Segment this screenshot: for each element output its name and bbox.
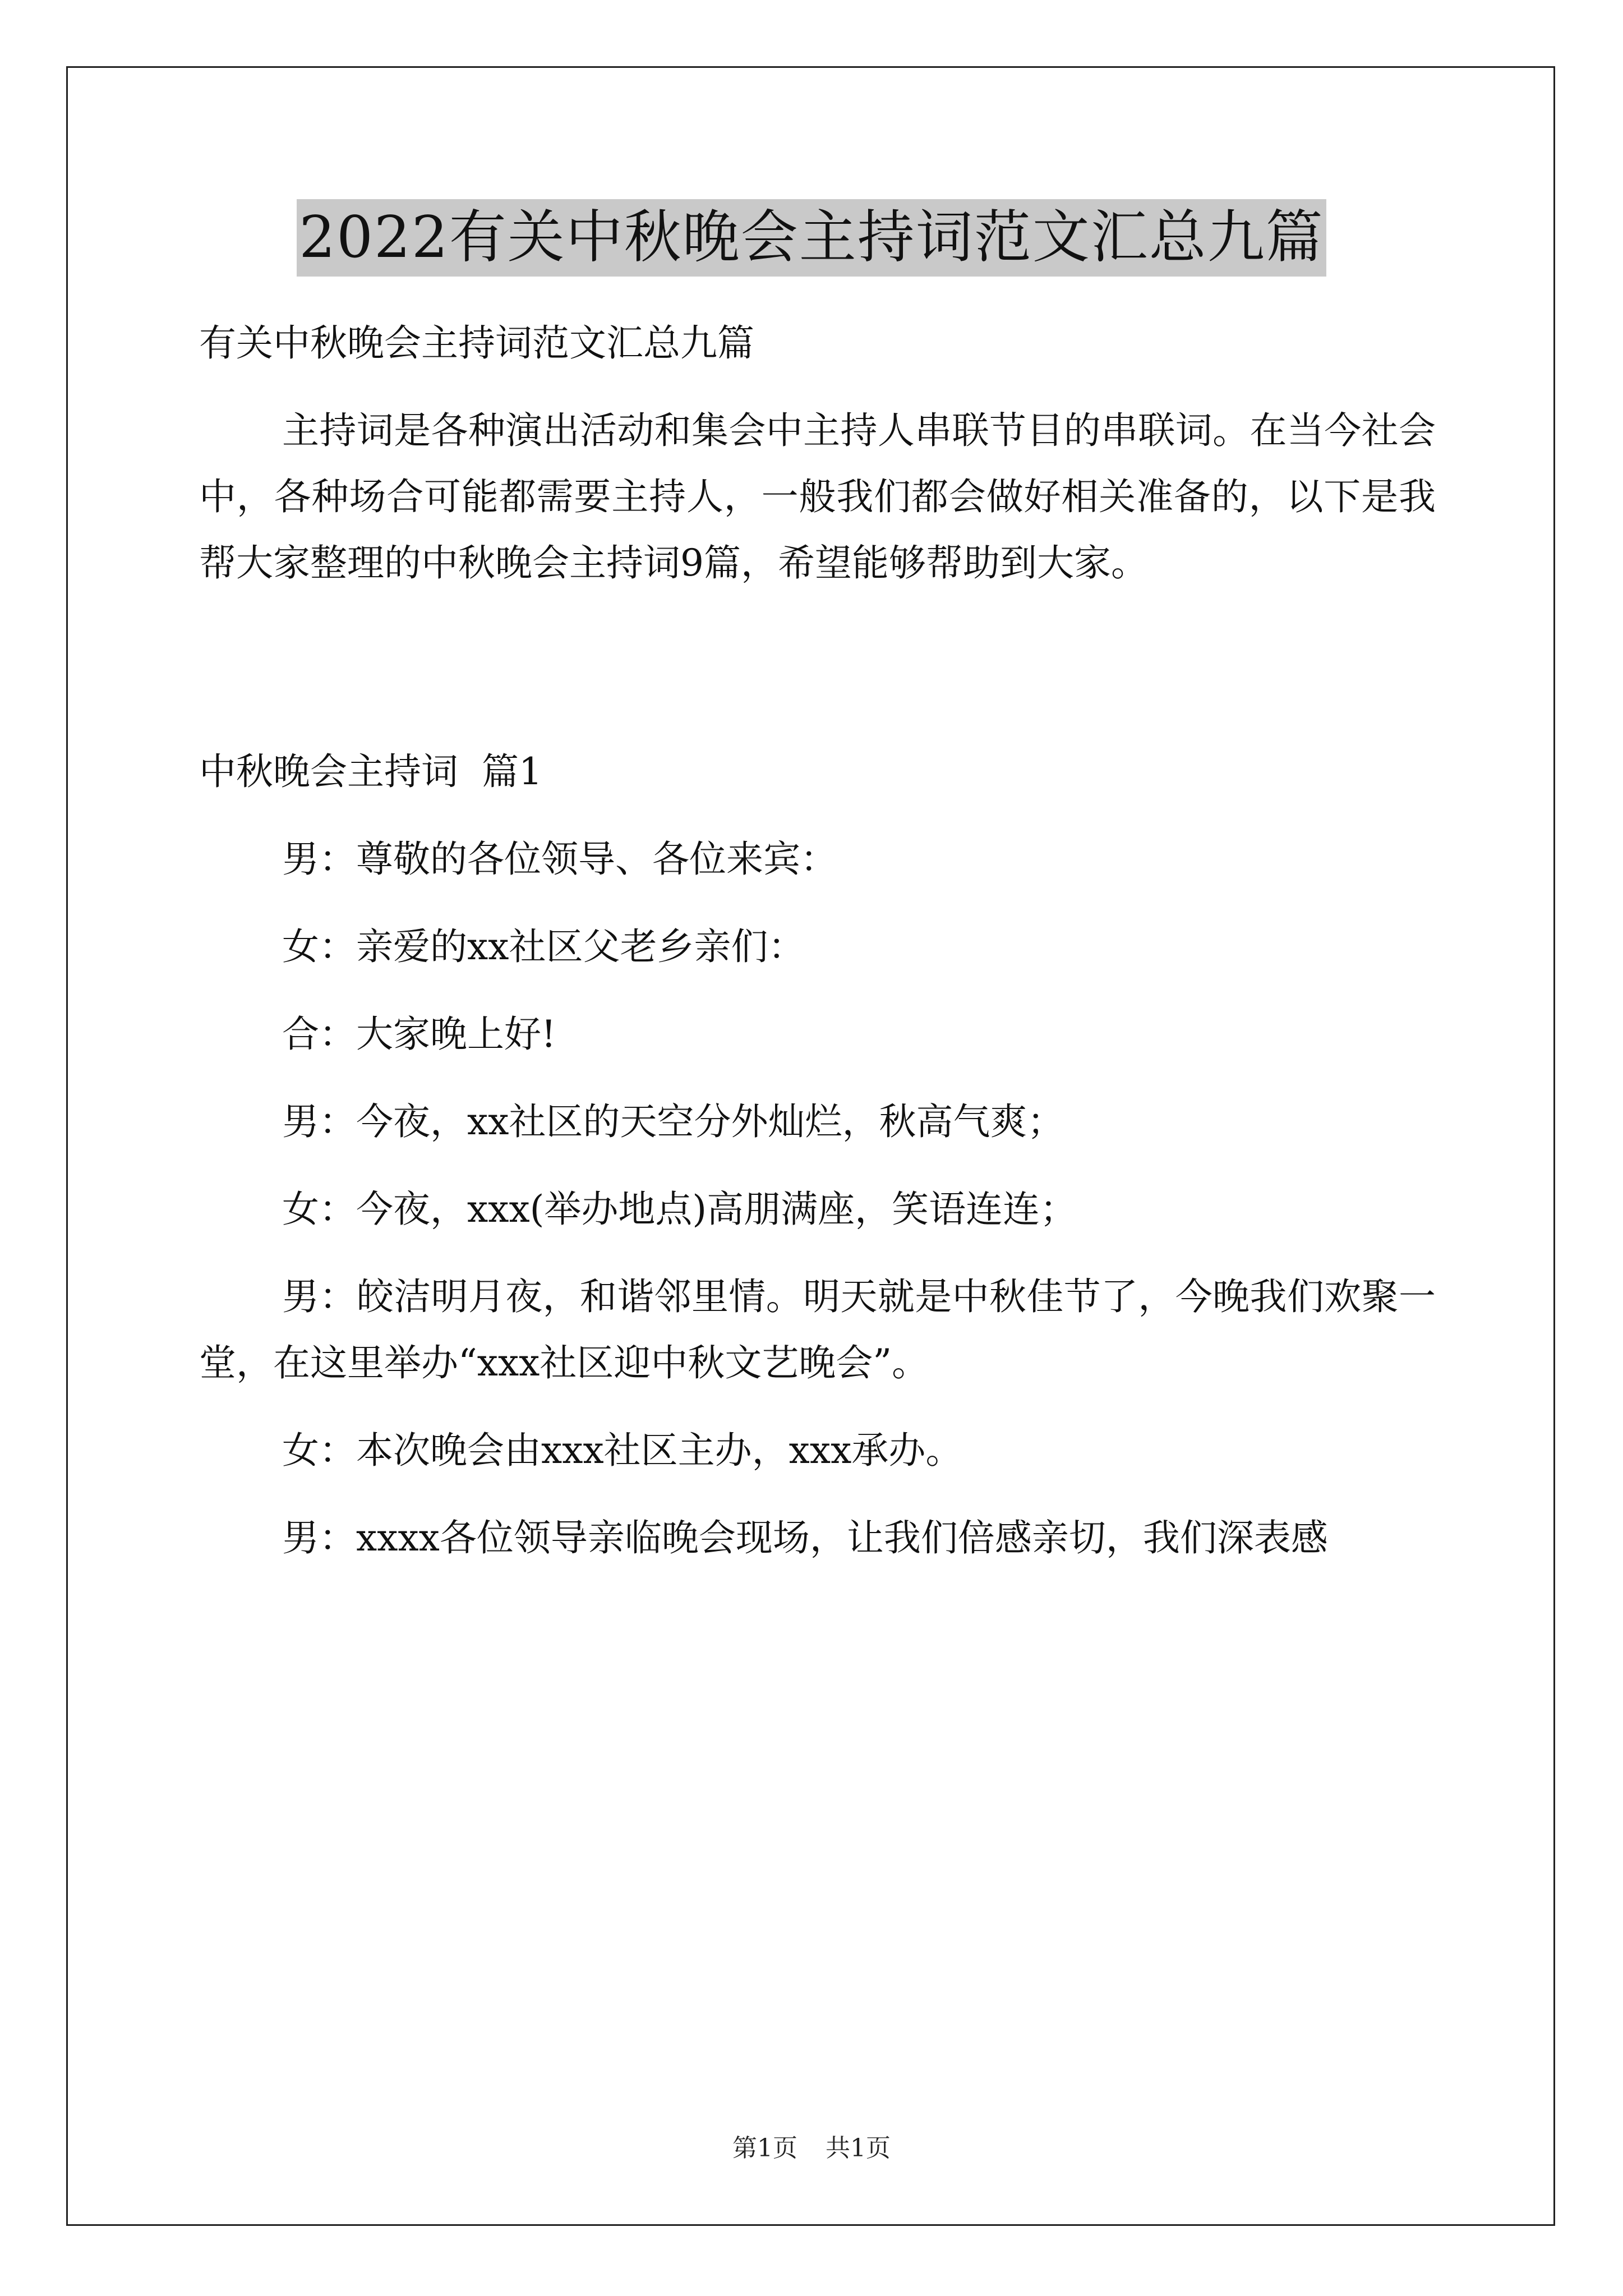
- title-container: [0, 199, 1623, 277]
- page-total: 共1页: [826, 2134, 891, 2162]
- dialogue-line: 男：今夜，xx社区的天空分外灿烂，秋高气爽；: [282, 1100, 1064, 1143]
- dialogue-line: 男：皎洁明月夜，和谐邻里情。明天就是中秋佳节了，今晚我们欢聚一堂，在这里举办“xxx社区迎中秋文艺晚会”。: [199, 1275, 1436, 1384]
- document-body: [199, 310, 1436, 1571]
- page-number: 第1页: [732, 2134, 797, 2162]
- section-heading: 中秋晚会主持词 篇1: [199, 750, 542, 793]
- intro-paragraph: 主持词是各种演出活动和集会中主持人串联节目的串联词。在当今社会中，各种场合可能都需要主持人，一般我们都会做好相关准备的，以下是我帮大家整理的中秋晚会主持词9篇，希望能够帮助到大家。: [199, 409, 1436, 585]
- dialogue-line: 男：xxxx各位领导亲临晚会现场，让我们倍感亲切，我们深表感: [282, 1516, 1328, 1559]
- page-footer: [0, 2132, 1623, 2165]
- dialogue-line: 女：今夜，xxx(举办地点)高朋满座，笑语连连；: [282, 1188, 1077, 1231]
- dialogue-line: 女：本次晚会由xxx社区主办，xxx承办。: [282, 1429, 963, 1472]
- dialogue-line: 合：大家晚上好!: [282, 1013, 556, 1056]
- document-title: 2022有关中秋晚会主持词范文汇总九篇: [297, 199, 1326, 277]
- dialogue-line: 女：亲爱的xx社区父老乡亲们：: [282, 925, 805, 968]
- dialogue-line: 男：尊敬的各位领导、各位来宾：: [282, 838, 837, 881]
- document-subtitle: 有关中秋晚会主持词范文汇总九篇: [199, 321, 754, 365]
